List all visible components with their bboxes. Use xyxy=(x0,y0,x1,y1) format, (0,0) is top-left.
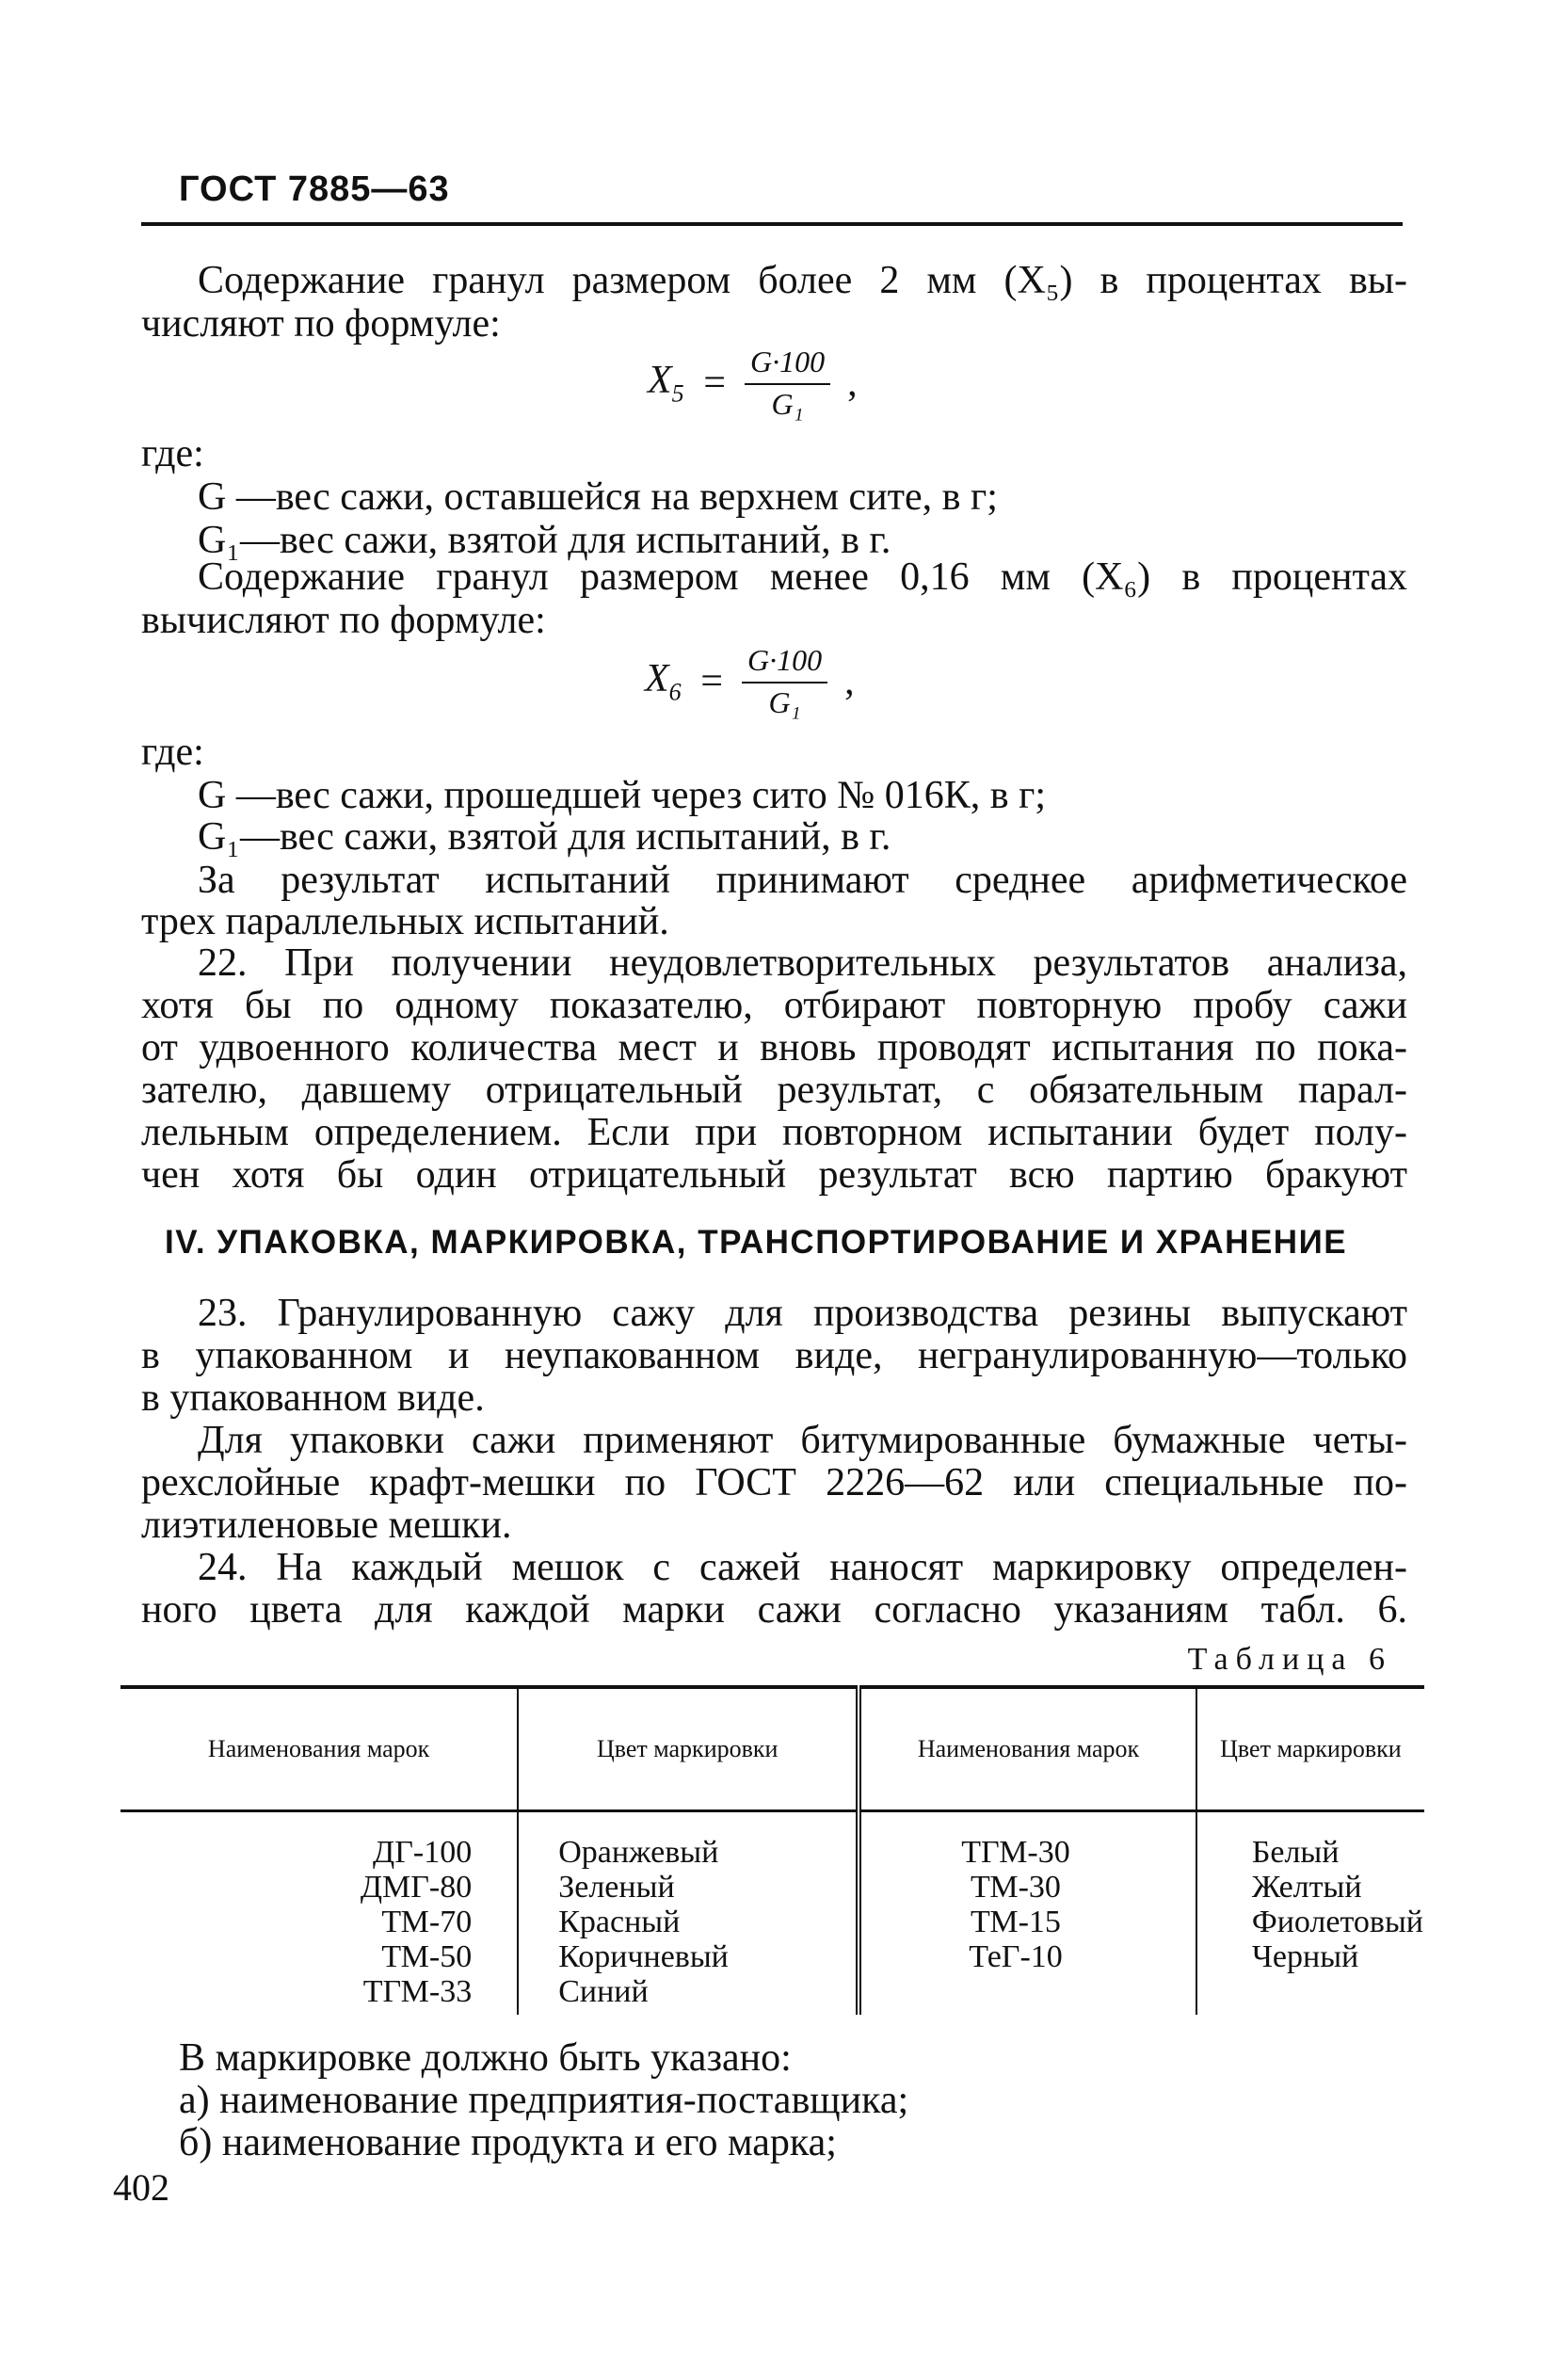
where-label-2: где: xyxy=(141,731,204,774)
header-marking-color-1: Цвет маркировки xyxy=(518,1687,859,1811)
table-cell: Черный xyxy=(1251,1939,1359,1974)
paragraph-x6-line1: Содержание гранул размером менее 0,16 мм (X₆) в процентах xyxy=(198,555,1407,599)
marking-item-b: б) наименование продукта и его марка; xyxy=(179,2121,837,2164)
section-heading: IV. УПАКОВКА, МАРКИРОВКА, ТРАНСПОРТИРОВАНИЕ И ХРАНЕНИЕ xyxy=(165,1224,1348,1261)
table-cell: ТМ-50 xyxy=(381,1939,473,1974)
paragraph-packaging-line1: Для упаковки сажи применяют битумированные бумажные четы- xyxy=(198,1419,1407,1462)
definition-g-2: G —вес сажи, прошедшей через сито № 016К, в г; xyxy=(198,774,1047,817)
paragraph-x5-line1: Содержание гранул размером более 2 мм (X₅) в процентах вы- xyxy=(198,259,1407,302)
marking-color-table xyxy=(120,1685,1424,2015)
table-cell: ТГМ-30 xyxy=(961,1835,1070,1870)
table-cell: Зеленый xyxy=(558,1870,675,1905)
header-rule xyxy=(141,222,1403,226)
formula-x6-denominator: G₁ xyxy=(768,685,801,719)
formula-x6-comma: , xyxy=(844,660,855,703)
header-grade-names-2: Наименования марок xyxy=(859,1687,1196,1811)
formula-x6-sub: 6 xyxy=(668,678,682,706)
formula-x5-eq: = xyxy=(700,362,728,405)
formula-x5-sub: 5 xyxy=(671,379,684,408)
table-body-row xyxy=(120,1811,1424,2016)
definition-g1-1: G₁—вес сажи, взятой для испытаний, в г. xyxy=(198,519,891,562)
formula-x6-numerator: G·100 xyxy=(742,643,827,683)
table-cell: Желтый xyxy=(1251,1870,1362,1905)
definition-g1-2: G₁—вес сажи, взятой для испытаний, в г. xyxy=(198,815,891,859)
table-header-row xyxy=(120,1687,1424,1811)
paragraph-22-line5: лельным определением. Если при повторном испытании будет полу- xyxy=(141,1111,1407,1154)
document-header: ГОСТ 7885—63 xyxy=(179,169,450,209)
table-cell: ТМ-15 xyxy=(971,1905,1061,1939)
paragraph-22-line6: чен хотя бы один отрицательный результат всю партию бракуют xyxy=(141,1153,1407,1197)
table-cell: ДГ-100 xyxy=(373,1835,473,1870)
paragraph-x5-line2: числяют по формуле: xyxy=(141,302,501,346)
paragraph-result-line2: трех параллельных испытаний. xyxy=(141,900,669,943)
marking-intro: В маркировке должно быть указано: xyxy=(179,2036,792,2080)
paragraph-x6-line2: вычисляют по формуле: xyxy=(141,599,546,642)
table-cell: Белый xyxy=(1251,1835,1340,1870)
paragraph-24-line2: ного цвета для каждой марки сажи согласно указаниям табл. 6. xyxy=(141,1588,1407,1632)
paragraph-22-line2: хотя бы по одному показателю, отбирают повторную пробу сажи xyxy=(141,984,1407,1027)
paragraph-22-line4: зателю, давшему отрицательный результат, с обязательным парал- xyxy=(141,1069,1407,1112)
grade-names-cell-1 xyxy=(120,1811,518,2016)
paragraph-23-line1: 23. Гранулированную сажу для производства резины выпускают xyxy=(198,1292,1407,1335)
table-cell: Фиолетовый xyxy=(1251,1905,1423,1939)
formula-x5-comma: , xyxy=(847,362,858,405)
table-cell: ТеГ-10 xyxy=(969,1939,1063,1974)
table-cell: ДМГ-80 xyxy=(360,1870,473,1905)
formula-x5-lhs: X xyxy=(648,359,672,403)
paragraph-22-line3: от удвоенного количества мест и вновь проводят испытания по пока- xyxy=(141,1026,1407,1069)
formula-x5 xyxy=(648,345,858,422)
table-cell: Красный xyxy=(558,1905,681,1939)
grade-names-cell-2 xyxy=(859,1811,1196,2016)
marking-color-cell-2 xyxy=(1196,1811,1424,2016)
page-number: 402 xyxy=(113,2166,169,2209)
paragraph-23-line2: в упакованном и неупакованном виде, негранулированную—только xyxy=(141,1334,1407,1377)
paragraph-result-line1: За результат испытаний принимают среднее арифметическое xyxy=(198,859,1407,902)
formula-x6-fraction xyxy=(742,643,827,720)
formula-x6 xyxy=(645,643,855,720)
table-cell: ТМ-30 xyxy=(971,1870,1061,1905)
where-label-1: где: xyxy=(141,432,204,475)
header-marking-color-2: Цвет маркировки xyxy=(1196,1687,1424,1811)
table-cell: Коричневый xyxy=(558,1939,729,1974)
formula-x6-eq: = xyxy=(698,660,725,703)
table-cell: ТГМ-33 xyxy=(362,1974,473,2009)
formula-x5-numerator: G·100 xyxy=(745,345,830,385)
table-cell: Синий xyxy=(558,1974,649,2009)
formula-x5-denominator: G₁ xyxy=(771,387,804,421)
marking-color-cell-1 xyxy=(518,1811,859,2016)
paragraph-22-line1: 22. При получении неудовлетворительных результатов анализа, xyxy=(198,941,1407,985)
table-cell: ТМ-70 xyxy=(381,1905,473,1939)
table-cell: Оранжевый xyxy=(558,1835,719,1870)
paragraph-packaging-line3: лиэтиленовые мешки. xyxy=(141,1504,512,1547)
paragraph-23-line3: в упакованном виде. xyxy=(141,1376,485,1420)
table-caption: Таблица 6 xyxy=(1187,1642,1392,1677)
definition-g-1: G —вес сажи, оставшейся на верхнем сите, в г; xyxy=(198,475,998,519)
formula-x6-lhs: X xyxy=(645,657,669,701)
header-grade-names-1: Наименования марок xyxy=(120,1687,518,1811)
formula-x5-fraction xyxy=(745,345,830,422)
marking-item-a: а) наименование предприятия-поставщика; xyxy=(179,2079,909,2122)
paragraph-packaging-line2: рехслойные крафт-мешки по ГОСТ 2226—62 или специальные по- xyxy=(141,1461,1407,1504)
paragraph-24-line1: 24. На каждый мешок с сажей наносят маркировку определен- xyxy=(198,1546,1407,1589)
